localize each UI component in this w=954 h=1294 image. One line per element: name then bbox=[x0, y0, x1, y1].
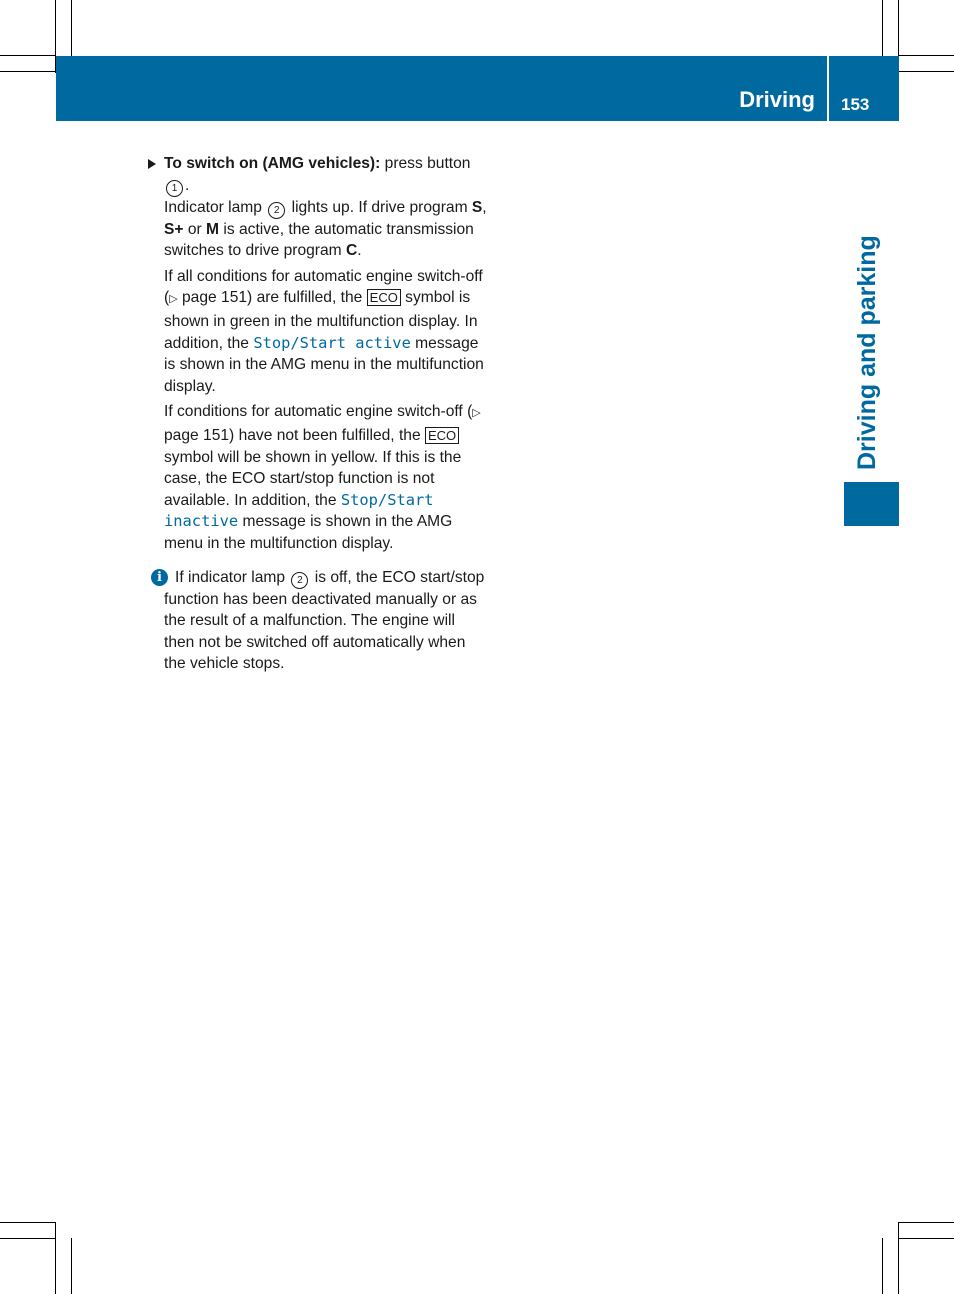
step-arrow-icon bbox=[148, 159, 156, 169]
crop-mark bbox=[898, 1222, 954, 1223]
header-bar bbox=[56, 56, 899, 121]
crop-mark bbox=[0, 71, 56, 72]
crop-mark bbox=[898, 55, 954, 56]
crop-mark bbox=[71, 0, 72, 56]
crop-mark bbox=[0, 1222, 56, 1223]
crop-mark bbox=[898, 1222, 899, 1294]
header-divider bbox=[827, 56, 829, 121]
chapter-tab-label: Driving and parking bbox=[853, 235, 881, 470]
display-message: Stop/Start inactive bbox=[164, 490, 434, 531]
page-number: 153 bbox=[841, 95, 870, 114]
crop-mark bbox=[71, 1238, 72, 1294]
paragraph: If conditions for automatic engine switch-off (▷ page 151) have not been fulfilled, the ECO symbol will be shown in yellow. If this is the case, the ECO start/stop function is not available. In addition, the Stop/Start inactive message is shown in the AMG menu in the multifunction display. bbox=[164, 403, 481, 552]
crop-mark bbox=[898, 71, 954, 72]
display-message: Stop/Start active bbox=[253, 333, 411, 352]
instruction-step: To switch on (AMG vehicles): press button 1 . bbox=[148, 153, 488, 197]
crop-mark bbox=[0, 1238, 56, 1239]
step-lead: To switch on (AMG vehicles): bbox=[164, 155, 381, 172]
callout-number: 2 bbox=[291, 572, 308, 589]
paragraph: Indicator lamp 2 lights up. If drive program S, S+ or M is active, the automatic transmission switches to drive program C. bbox=[164, 198, 487, 260]
eco-symbol: ECO bbox=[367, 289, 401, 306]
page-ref-arrow-icon: ▷ bbox=[169, 293, 178, 306]
eco-symbol: ECO bbox=[425, 427, 459, 444]
crop-mark bbox=[882, 1238, 883, 1294]
crop-mark bbox=[882, 0, 883, 56]
crop-mark bbox=[0, 55, 56, 56]
crop-mark bbox=[898, 1238, 954, 1239]
callout-number: 1 bbox=[166, 180, 183, 197]
chapter-tab-marker bbox=[844, 482, 899, 526]
info-icon: i bbox=[151, 569, 168, 586]
info-note: i If indicator lamp 2 is off, the ECO start/stop function has been deactivated manually or as the result of a malfunction. The engine will then not be switched off automatically when the vehicle stops. bbox=[148, 567, 488, 675]
page-ref-arrow-icon: ▷ bbox=[472, 407, 481, 420]
paragraph: If all conditions for automatic engine switch-off (▷ page 151) are fulfilled, the ECO symbol is shown in green in the multifunction display. In addition, the Stop/Start active message is shown in the AMG menu in the multifunction display. bbox=[164, 267, 484, 395]
callout-number: 2 bbox=[268, 202, 285, 219]
section-title: Driving bbox=[739, 87, 815, 112]
crop-mark bbox=[55, 1222, 56, 1294]
main-content bbox=[148, 153, 488, 675]
